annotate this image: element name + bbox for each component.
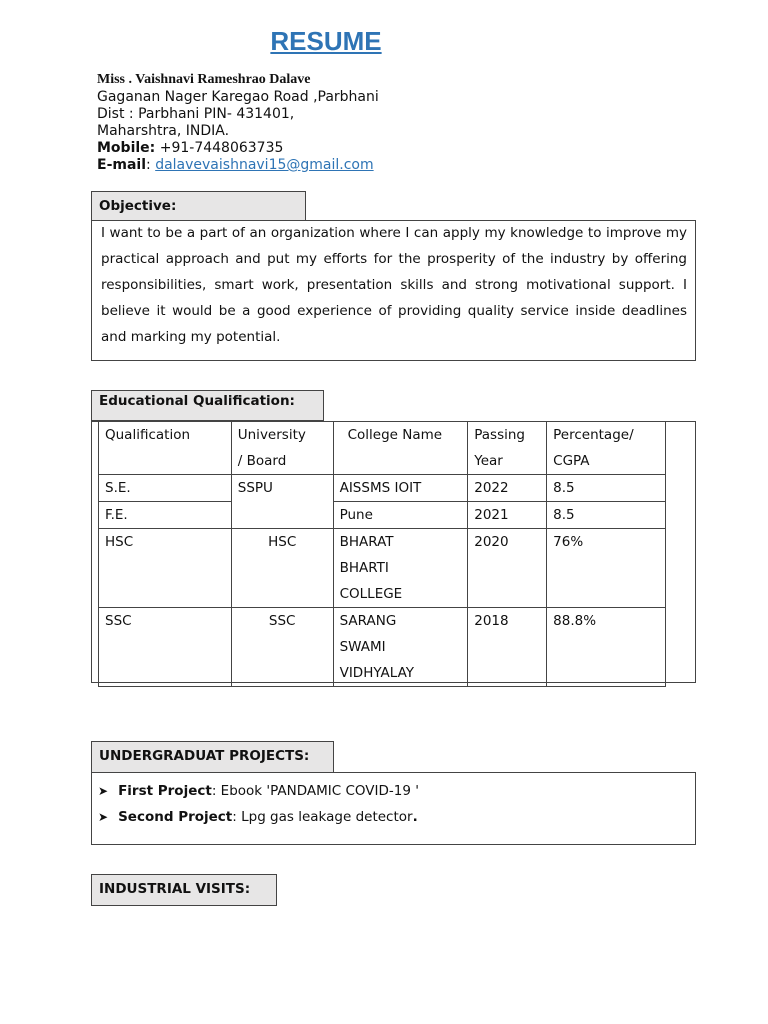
list-item xyxy=(98,783,419,799)
header-university: University / Board xyxy=(231,422,333,475)
education-table xyxy=(98,421,666,687)
email-label: E-mail xyxy=(97,157,147,173)
objective-text: I want to be a part of an organization where I can apply my knowledge to improve my practical approach and put my efforts for the prosperity of the industry by offering responsibilities, smart work, presentation skills and strong motivational support. I believe it would be a good experience of providing quality service inside deadlines and marking my potential. xyxy=(101,225,687,345)
header-qualification: Qualification xyxy=(99,422,232,475)
table-row xyxy=(99,608,666,687)
education-heading: Educational Qualification: xyxy=(91,390,324,421)
cell-percentage: 8.5 xyxy=(547,502,666,529)
objective-heading: Objective: xyxy=(91,191,306,221)
email-colon: : xyxy=(146,157,156,173)
cell-university: SSC xyxy=(231,608,333,687)
cell-college: SARANG SWAMI VIDHYALAY xyxy=(333,608,468,687)
cell-university: SSPU xyxy=(231,475,333,529)
mobile-number: +91-7448063735 xyxy=(155,140,284,156)
address-line-1: Gaganan Nager Karegao Road ,Parbhani xyxy=(97,89,379,105)
email-link[interactable]: dalavevaishnavi15@gmail.com xyxy=(155,157,374,173)
arrow-bullet-icon: ➤ xyxy=(98,810,109,824)
cell-year: 2020 xyxy=(468,529,547,608)
project-text: : Ebook 'PANDAMIC COVID-19 ' xyxy=(211,783,419,799)
project-end: . xyxy=(412,809,418,825)
list-item xyxy=(98,809,418,825)
cell-year: 2018 xyxy=(468,608,547,687)
table-row xyxy=(99,502,666,529)
header-college: College Name xyxy=(333,422,468,475)
cell-qualification: HSC xyxy=(99,529,232,608)
header-passing-year: Passing Year xyxy=(468,422,547,475)
cell-percentage: 8.5 xyxy=(547,475,666,502)
header-percentage: Percentage/ CGPA xyxy=(547,422,666,475)
cell-college: BHARAT BHARTI COLLEGE xyxy=(333,529,468,608)
cell-percentage: 76% xyxy=(547,529,666,608)
arrow-bullet-icon: ➤ xyxy=(98,784,109,798)
address-line-2: Dist : Parbhani PIN- 431401, xyxy=(97,106,295,122)
cell-year: 2022 xyxy=(468,475,547,502)
table-row xyxy=(99,475,666,502)
mobile-label: Mobile: xyxy=(97,140,156,156)
cell-year: 2021 xyxy=(468,502,547,529)
table-header-row xyxy=(99,422,666,475)
cell-college: AISSMS IOIT xyxy=(333,475,468,502)
cell-university: HSC xyxy=(231,529,333,608)
cell-qualification: SSC xyxy=(99,608,232,687)
industrial-visits-heading: INDUSTRIAL VISITS: xyxy=(91,874,277,906)
project-label: Second Project xyxy=(118,809,233,825)
resume-title: RESUME xyxy=(270,26,382,56)
email-line xyxy=(97,157,374,174)
projects-heading: UNDERGRADUAT PROJECTS: xyxy=(91,741,334,773)
mobile-line xyxy=(97,140,283,157)
cell-percentage: 88.8% xyxy=(547,608,666,687)
cell-qualification: S.E. xyxy=(99,475,232,502)
table-row xyxy=(99,529,666,608)
project-label: First Project xyxy=(118,783,212,799)
cell-college: Pune xyxy=(333,502,468,529)
candidate-name: Miss . Vaishnavi Rameshrao Dalave xyxy=(97,72,311,87)
address-line-3: Maharshtra, INDIA. xyxy=(97,123,230,139)
project-text: : Lpg gas leakage detector xyxy=(232,809,413,825)
cell-qualification: F.E. xyxy=(99,502,232,529)
